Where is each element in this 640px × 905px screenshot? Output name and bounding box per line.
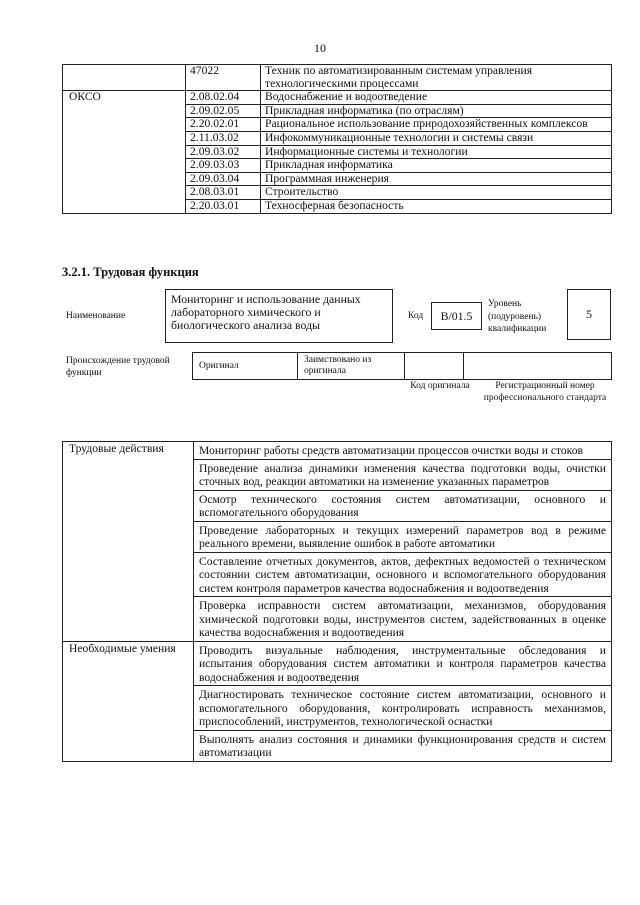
function-name-label: Наименование — [66, 311, 126, 321]
labor-function-category-cell — [63, 730, 194, 761]
origin-table — [192, 352, 612, 380]
labor-function-row — [63, 521, 612, 552]
labor-function-item-cell: Проверка исправности систем автоматизации, механизмов, оборудования химической подготовки воды, инструментов систем, задействованных в оценке качества водоснабжения и водоотведения — [194, 597, 612, 642]
classification-code-cell: 2.08.03.01 — [186, 186, 261, 200]
classification-title-cell: Водоснабжение и водоотведение — [261, 91, 612, 105]
classification-group-cell — [63, 118, 186, 132]
classification-row — [63, 131, 612, 145]
classification-code-cell: 2.09.03.02 — [186, 145, 261, 159]
classification-title-cell: Прикладная информатика — [261, 159, 612, 173]
origin-borrowed-cell: Заимствовано из оригинала — [298, 353, 405, 380]
classification-code-cell: 2.09.03.03 — [186, 159, 261, 173]
classification-group-cell — [63, 186, 186, 200]
labor-function-item-cell: Проведение лабораторных и текущих измерений параметров вод в режиме реального времени, выявление ошибок в работе автоматики — [194, 521, 612, 552]
labor-function-category-cell — [63, 597, 194, 642]
classification-code-cell: 2.20.03.01 — [186, 199, 261, 213]
labor-function-row — [63, 641, 612, 686]
classification-row — [63, 186, 612, 200]
labor-function-item-cell: Выполнять анализ состояния и динамики функционирования средств и систем автоматизации — [194, 730, 612, 761]
labor-function-category-cell: Необходимые умения — [63, 641, 194, 686]
labor-function-category-cell — [63, 521, 194, 552]
classification-row — [63, 91, 612, 105]
labor-function-row — [63, 490, 612, 521]
classification-row — [63, 145, 612, 159]
classification-code-cell: 2.09.03.04 — [186, 172, 261, 186]
labor-function-category-cell: Трудовые действия — [63, 442, 194, 460]
function-code-label: Код — [408, 311, 424, 321]
classification-code-cell: 2.11.03.02 — [186, 131, 261, 145]
labor-function-item-cell: Мониторинг работы средств автоматизации процессов очистки воды и стоков — [194, 442, 612, 460]
classification-code-cell: 2.08.02.04 — [186, 91, 261, 105]
qualification-level-label: Уровень (подуровень) квалификации — [488, 299, 547, 334]
labor-function-item-cell: Осмотр технического состояния систем автоматизации, основного и вспомогательного оборудования — [194, 490, 612, 521]
classification-row — [63, 159, 612, 173]
classification-group-cell — [63, 199, 186, 213]
classification-code-cell: 2.09.02.05 — [186, 104, 261, 118]
classification-row — [63, 172, 612, 186]
labor-function-row — [63, 442, 612, 460]
origin-code-caption: Код оригинала — [410, 381, 470, 391]
classification-group-cell — [63, 131, 186, 145]
classification-group-cell — [63, 65, 186, 91]
classification-title-cell: Техник по автоматизированным системам управления технологическими процессами — [261, 65, 612, 91]
classification-row — [63, 65, 612, 91]
function-name-box: Мониторинг и использование данных лабораторного химического и биологического анализа воды — [165, 289, 393, 343]
classification-title-cell: Прикладная информатика (по отраслям) — [261, 104, 612, 118]
classification-group-cell — [63, 159, 186, 173]
classification-title-cell: Техносферная безопасность — [261, 199, 612, 213]
labor-function-row — [63, 597, 612, 642]
classification-group-cell — [63, 172, 186, 186]
labor-function-row — [63, 552, 612, 597]
classification-row — [63, 118, 612, 132]
labor-function-category-cell — [63, 490, 194, 521]
labor-function-table — [62, 441, 612, 762]
classification-row — [63, 199, 612, 213]
qualification-level-box: 5 — [567, 289, 611, 340]
labor-function-row — [63, 459, 612, 490]
origin-original-cell: Оригинал — [193, 353, 298, 380]
classification-title-cell: Информационные системы и технологии — [261, 145, 612, 159]
function-code-box: B/01.5 — [431, 302, 482, 330]
labor-function-category-cell — [63, 552, 194, 597]
classification-title-cell: Программная инженерия — [261, 172, 612, 186]
classification-row — [63, 104, 612, 118]
labor-function-category-cell — [63, 459, 194, 490]
classification-group-cell — [63, 145, 186, 159]
origin-code-cell — [405, 353, 464, 380]
page-number: 10 — [314, 41, 326, 55]
labor-function-item-cell: Проводить визуальные наблюдения, инструментальные обследования и испытания оборудования систем автоматики и контроля параметров качества водоснабжения и водоотведения — [194, 641, 612, 686]
labor-function-row — [63, 686, 612, 731]
classification-title-cell: Инфокоммуникационные технологии и системы связи — [261, 131, 612, 145]
labor-function-item-cell: Составление отчетных документов, актов, дефектных ведомостей о техническом состоянии систем автоматизации, основного и вспомогательного оборудования систем контроля параметров качества водоснабжения и водоотведения — [194, 552, 612, 597]
labor-function-item-cell: Проведение анализа динамики изменения качества подготовки воды, очистки сточных вод, реакции автоматики на изменение указанных параметров — [194, 459, 612, 490]
classification-title-cell: Рациональное использование природохозяйственных комплексов — [261, 118, 612, 132]
classification-table — [62, 64, 612, 214]
labor-function-row — [63, 730, 612, 761]
classification-group-cell — [63, 104, 186, 118]
classification-code-cell: 2.20.02.01 — [186, 118, 261, 132]
classification-title-cell: Строительство — [261, 186, 612, 200]
origin-reg-number-cell — [464, 353, 612, 380]
classification-group-cell: ОКСО — [63, 91, 186, 105]
origin-label: Происхождение трудовой функции — [66, 356, 170, 378]
section-heading: 3.2.1. Трудовая функция — [62, 265, 199, 279]
labor-function-item-cell: Диагностировать техническое состояние систем автоматизации, основного и вспомогательного оборудования, контролировать исправность механизмов, приспособлений, инструментов, технологической оснастки — [194, 686, 612, 731]
classification-code-cell: 47022 — [186, 65, 261, 91]
origin-reg-caption: Регистрационный номер профессионального стандарта — [483, 381, 607, 403]
labor-function-category-cell — [63, 686, 194, 731]
